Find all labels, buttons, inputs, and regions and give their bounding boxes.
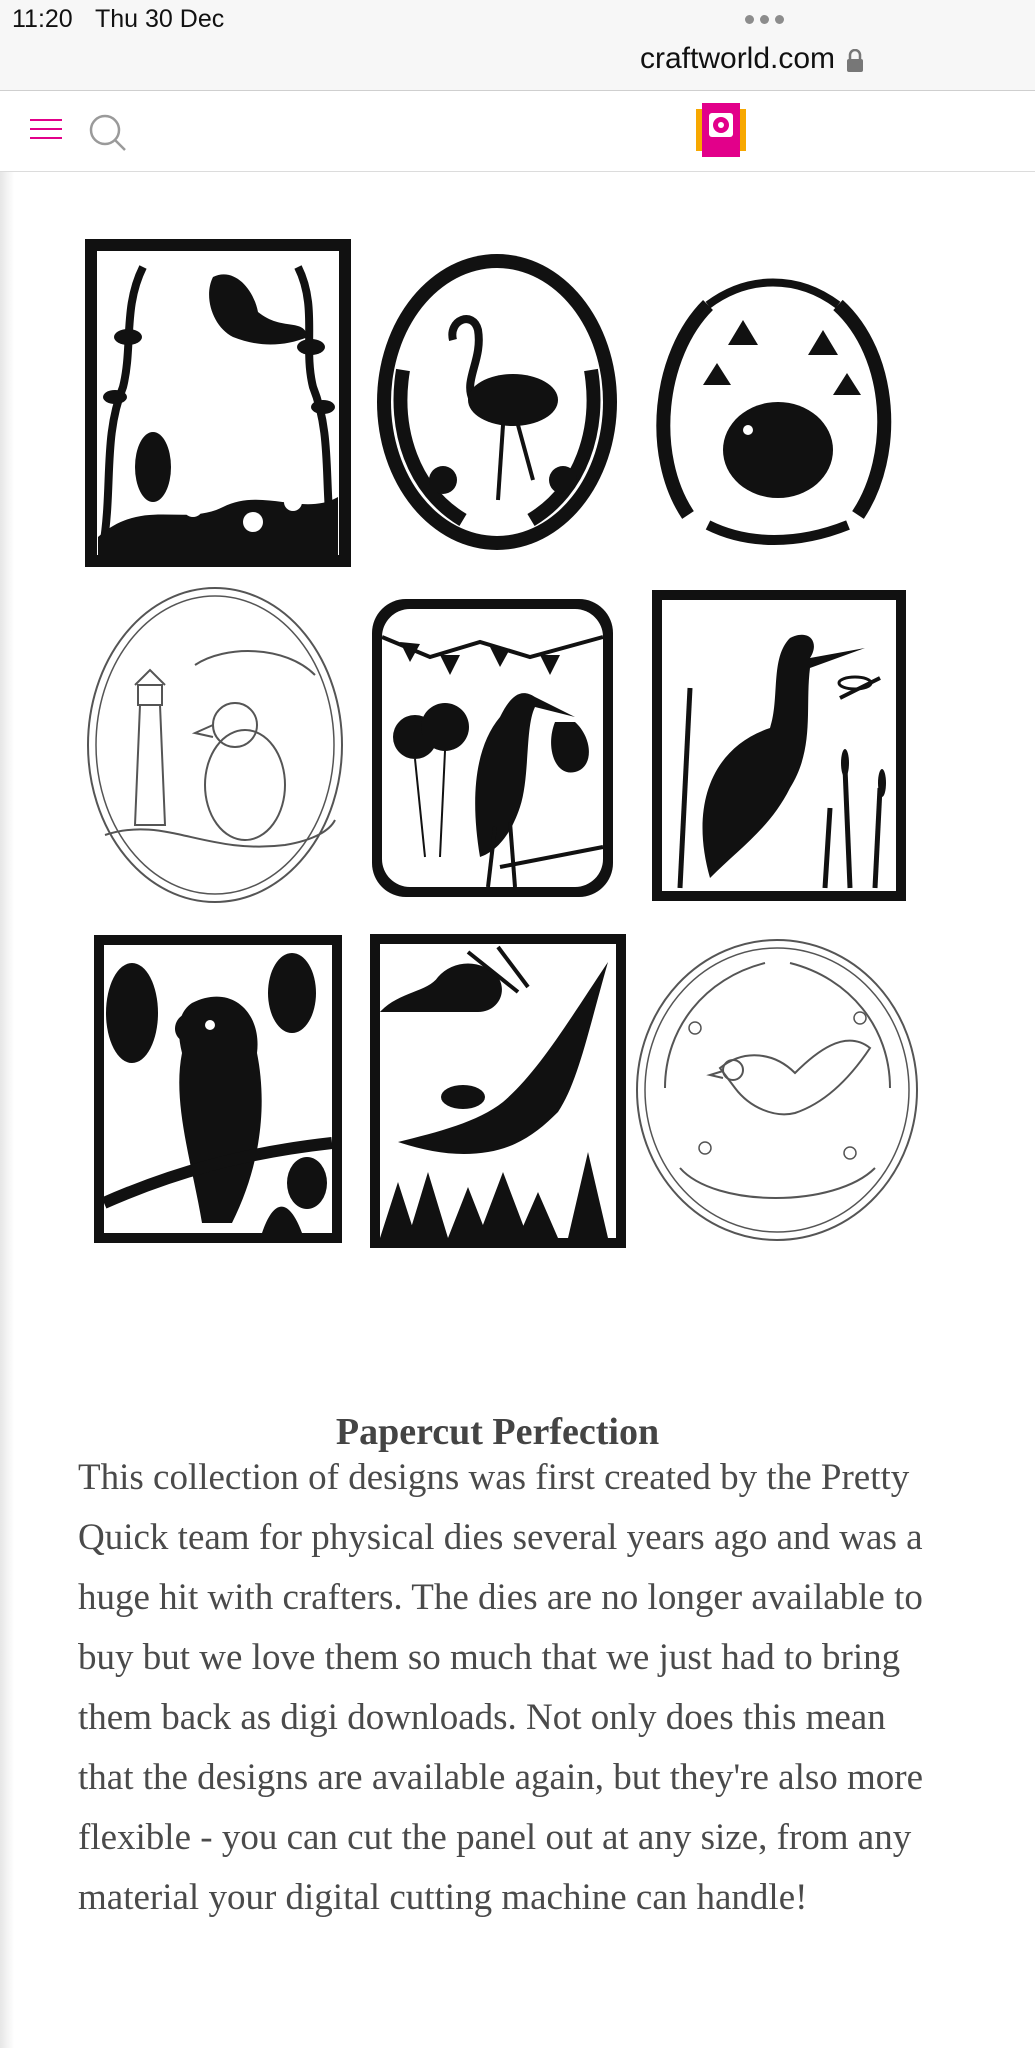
status-time: 11:20 <box>12 5 73 33</box>
flamingo-papercut-image <box>373 250 621 555</box>
craftworld-logo[interactable] <box>690 99 752 161</box>
parrot-papercut-image <box>92 933 344 1245</box>
section-body-text: This collection of designs was first created by the Pretty Quick team for physical dies several years ago and was a huge hit with crafters. The dies are no longer available to buy but we love them so much that we just had to bring them back as digi downloads. Not only does this mean that the designs are available again, but they're also more flexible - you can cut the panel out at any size, from any material your digital cutting machine can handle! <box>78 1457 924 1918</box>
gallery-item-flamingo[interactable] <box>373 250 621 555</box>
gallery-item-parrot[interactable] <box>92 933 344 1245</box>
owl-papercut-image <box>83 237 353 569</box>
url-text[interactable]: craftworld.com <box>640 42 836 75</box>
gallery-item-stork[interactable] <box>370 597 615 899</box>
dove-wreath-outline-image <box>635 938 920 1243</box>
site-header <box>0 91 1035 172</box>
gallery-item-dove[interactable] <box>635 938 920 1243</box>
puffin-lighthouse-outline-image <box>85 585 345 905</box>
status-bar <box>0 0 1035 91</box>
section-title: Papercut Perfection <box>335 1410 660 1453</box>
status-date: Thu 30 Dec <box>95 5 225 33</box>
lock-icon <box>845 47 865 71</box>
stork-papercut-image <box>370 597 615 899</box>
hamburger-icon[interactable] <box>30 119 62 143</box>
gallery-item-puffin[interactable] <box>85 585 345 905</box>
more-options-icon[interactable] <box>745 15 784 24</box>
heron-papercut-image <box>650 588 908 903</box>
eagle-papercut-image <box>368 932 628 1250</box>
page-edge-shadow <box>0 172 14 2048</box>
search-icon[interactable] <box>88 113 128 153</box>
gallery-item-owl[interactable] <box>83 237 353 569</box>
bird-bluebells-papercut-image <box>648 255 900 560</box>
gallery-item-heron[interactable] <box>650 588 908 903</box>
address-bar[interactable] <box>640 42 865 76</box>
gallery-item-bird-bluebells[interactable] <box>648 255 900 560</box>
gallery-item-eagle[interactable] <box>368 932 628 1250</box>
